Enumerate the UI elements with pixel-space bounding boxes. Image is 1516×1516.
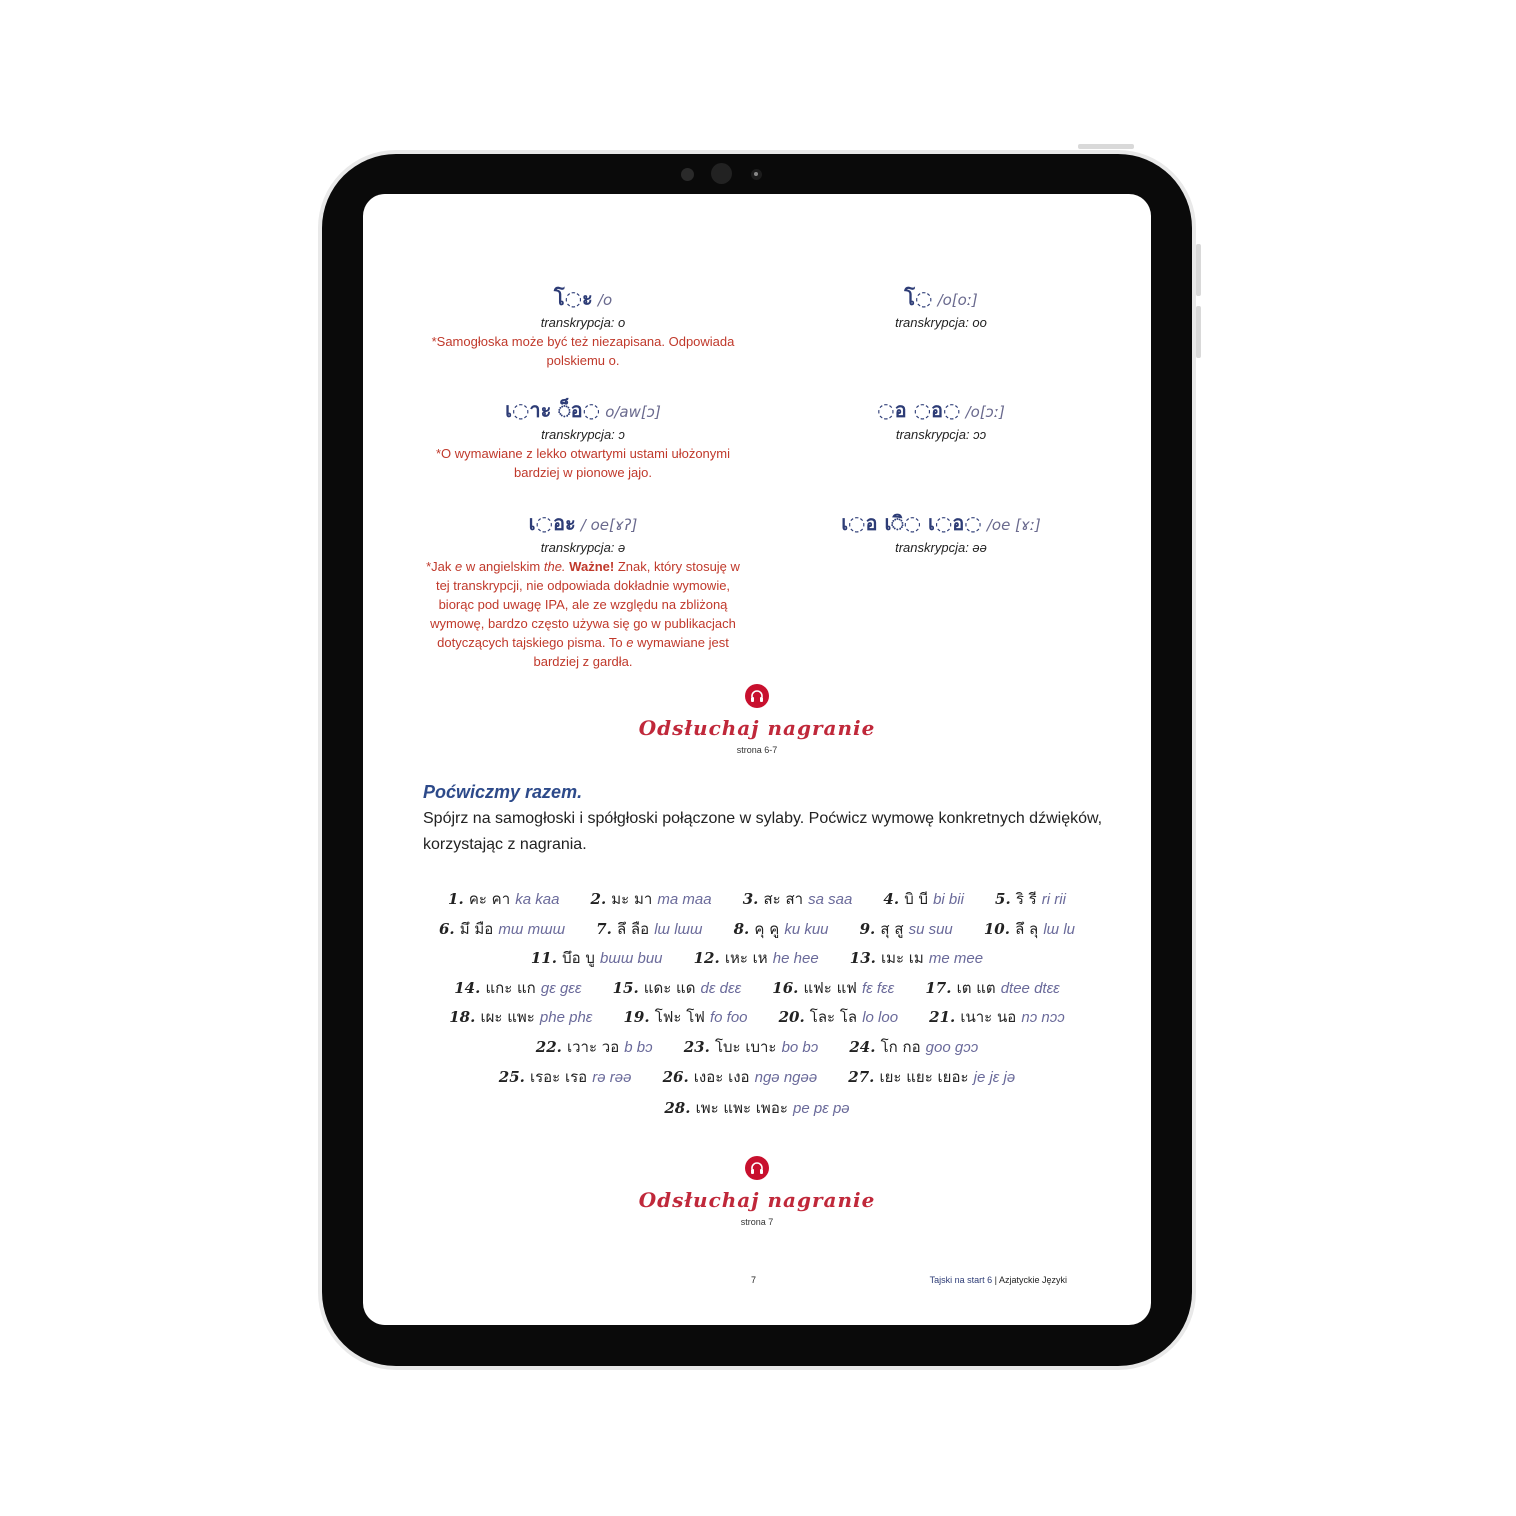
exercise-item: 12. เหะ เห he hee (693, 949, 819, 967)
exercise-item: 9. สุ สู su suu (859, 920, 953, 938)
exercise-item: 1. คะ คา ka kaa (448, 890, 560, 908)
exercise-item: 20. โละ โล lo loo (778, 1008, 899, 1026)
vowel-ipa: /oe [ɤː] (986, 516, 1041, 534)
exercise-item: 28. เพะ แพะ เพอะ pe pɛ pə (664, 1099, 850, 1117)
exercise-row (363, 1066, 1151, 1089)
vowel-thai: ◌อ ◌อ◌ (877, 398, 961, 422)
vowel-ipa: /o (597, 291, 613, 309)
section-instruction: Spójrz na samogłoski i spółgłoski połączone w sylaby. Poćwicz wymowę konkretnych dźwięków, korzystając z nagrania. (423, 810, 1103, 853)
device-top-button (1078, 144, 1134, 149)
exercise-item: 24. โก กอ goo gɔɔ (849, 1038, 979, 1056)
vowel-ipa: /o[oː] (937, 291, 978, 309)
vowel-thai: เ◌อ เ◌ิ◌ เ◌อ◌ (841, 511, 982, 535)
vowel-transcription: transkrypcja: ɔ (541, 427, 625, 442)
headphones-glyph (749, 688, 765, 704)
exercise-row (363, 947, 1151, 970)
vowel-block-schwa-short (413, 507, 753, 671)
exercise-item: 3. สะ สา sa saa (742, 890, 853, 908)
volume-down-button (1196, 306, 1201, 358)
exercise-item: 19. โฟะ โฟ fo foo (623, 1008, 748, 1026)
exercise-item: 21. เนาะ นอ nɔ nɔɔ (929, 1008, 1065, 1026)
vowel-thai: เ◌าะ ◌็อ◌ (505, 398, 601, 422)
exercise-item: 22. เวาะ วอ b bɔ (535, 1038, 653, 1056)
page-number: 7 (751, 1275, 757, 1285)
exercise-row (363, 888, 1151, 911)
exercise-item: 8. คุ คู ku kuu (733, 920, 829, 938)
exercise-item: 27. เยะ แยะ เยอะ je jɛ jə (848, 1068, 1016, 1086)
section-heading: Poćwiczmy razem. (423, 782, 583, 802)
vowel-thai: โ◌ (904, 286, 933, 310)
book-page (363, 194, 1151, 1325)
exercise-item: 2. มะ มา ma maa (590, 890, 712, 908)
vowel-note: *O wymawiane z lekko otwartymi ustami ułożonymi bardziej w pionowe jajo. (435, 446, 731, 480)
vowel-block-aw-long (781, 394, 1101, 444)
vowel-block-o-short (413, 282, 753, 370)
front-camera-icon (751, 169, 762, 180)
volume-up-button (1196, 244, 1201, 296)
exercise-item: 17. เต แต dtee dtɛɛ (925, 979, 1060, 997)
exercise-item: 13. เมะ เม me mee (849, 949, 984, 967)
exercise-row (363, 1097, 1151, 1120)
headphones-glyph (749, 1160, 765, 1176)
vowel-ipa: o/aw[ɔ] (605, 403, 661, 421)
exercise-item: 10. ลึ ลุ lɯ lu (983, 920, 1075, 938)
vowel-ipa: /o[ɔː] (965, 403, 1005, 421)
exercise-item: 15. แดะ แด dɛ dɛɛ (612, 979, 742, 997)
sensor-icon (681, 168, 694, 181)
vowel-transcription: transkrypcja: əə (895, 540, 987, 555)
vowel-transcription: transkrypcja: ɔɔ (895, 427, 987, 442)
exercise-row (363, 1036, 1151, 1059)
exercise-item: 18. เผะ แพะ phe phɛ (449, 1008, 593, 1026)
vowel-transcription: transkrypcja: oo (895, 315, 987, 330)
vowel-block-aw-short (413, 394, 753, 482)
vowel-transcription: transkrypcja: o (540, 315, 626, 330)
vowel-block-schwa-long (771, 507, 1111, 557)
exercise-item: 7. ลึ ลือ lɯ lɯɯ (596, 920, 703, 938)
exercise-item: 11. บึอ บู bɯɯ buu (530, 949, 663, 967)
vowel-note: *Samogłoska może być też niezapisana. Odpowiada polskiemu o. (431, 334, 735, 368)
camera-icon (711, 163, 732, 184)
exercise-row (363, 977, 1151, 1000)
vowel-transcription: transkrypcja: ə (540, 540, 626, 555)
vowel-ipa: / oe[ɤʔ] (580, 516, 638, 534)
exercise-item: 6. มึ มือ mɯ mɯɯ (439, 920, 566, 938)
exercise-row (363, 1006, 1151, 1029)
audio-link-title[interactable]: Odsłuchaj nagranie (638, 716, 876, 740)
headphones-icon[interactable] (745, 684, 769, 708)
audio-page-ref: strona 7 (740, 1217, 774, 1227)
exercise-item: 5. ริ รี ri rii (995, 890, 1066, 908)
vowel-note: *Jak e w angielskim the. Ważne! Znak, który stosuję w tej transkrypcji, nie odpowiada dokładnie wymowie, biorąc pod uwagę IPA, ale ze względu na zbliżoną wymowę, bardzo często używa się go w publikacjach dotyczących tajskiego pisma. To e wymawiane jest bardziej z gardła. (426, 559, 740, 669)
audio-page-ref: strona 6-7 (736, 745, 778, 755)
vowel-block-o-long (781, 282, 1101, 332)
exercise-row (363, 918, 1151, 941)
vowel-thai: โ◌ะ (553, 286, 593, 310)
vowel-thai: เ◌อะ (528, 511, 576, 535)
book-footer: Tajski na start 6 | Azjatyckie Języki (929, 1275, 1067, 1285)
exercise-item: 25. เรอะ เรอ rə rəə (498, 1068, 632, 1086)
exercise-item: 26. เงอะ เงอ ngə ngəə (662, 1068, 818, 1086)
audio-link-title[interactable]: Odsłuchaj nagranie (638, 1188, 876, 1212)
exercise-item: 4. บิ บี bi bii (883, 890, 964, 908)
exercise-item: 23. โบะ เบาะ bo bɔ (683, 1038, 819, 1056)
exercise-item: 14. แกะ แก gɛ gɛɛ (454, 979, 582, 997)
headphones-icon[interactable] (745, 1156, 769, 1180)
exercise-item: 16. แฟะ แฟ fɛ fɛɛ (772, 979, 895, 997)
